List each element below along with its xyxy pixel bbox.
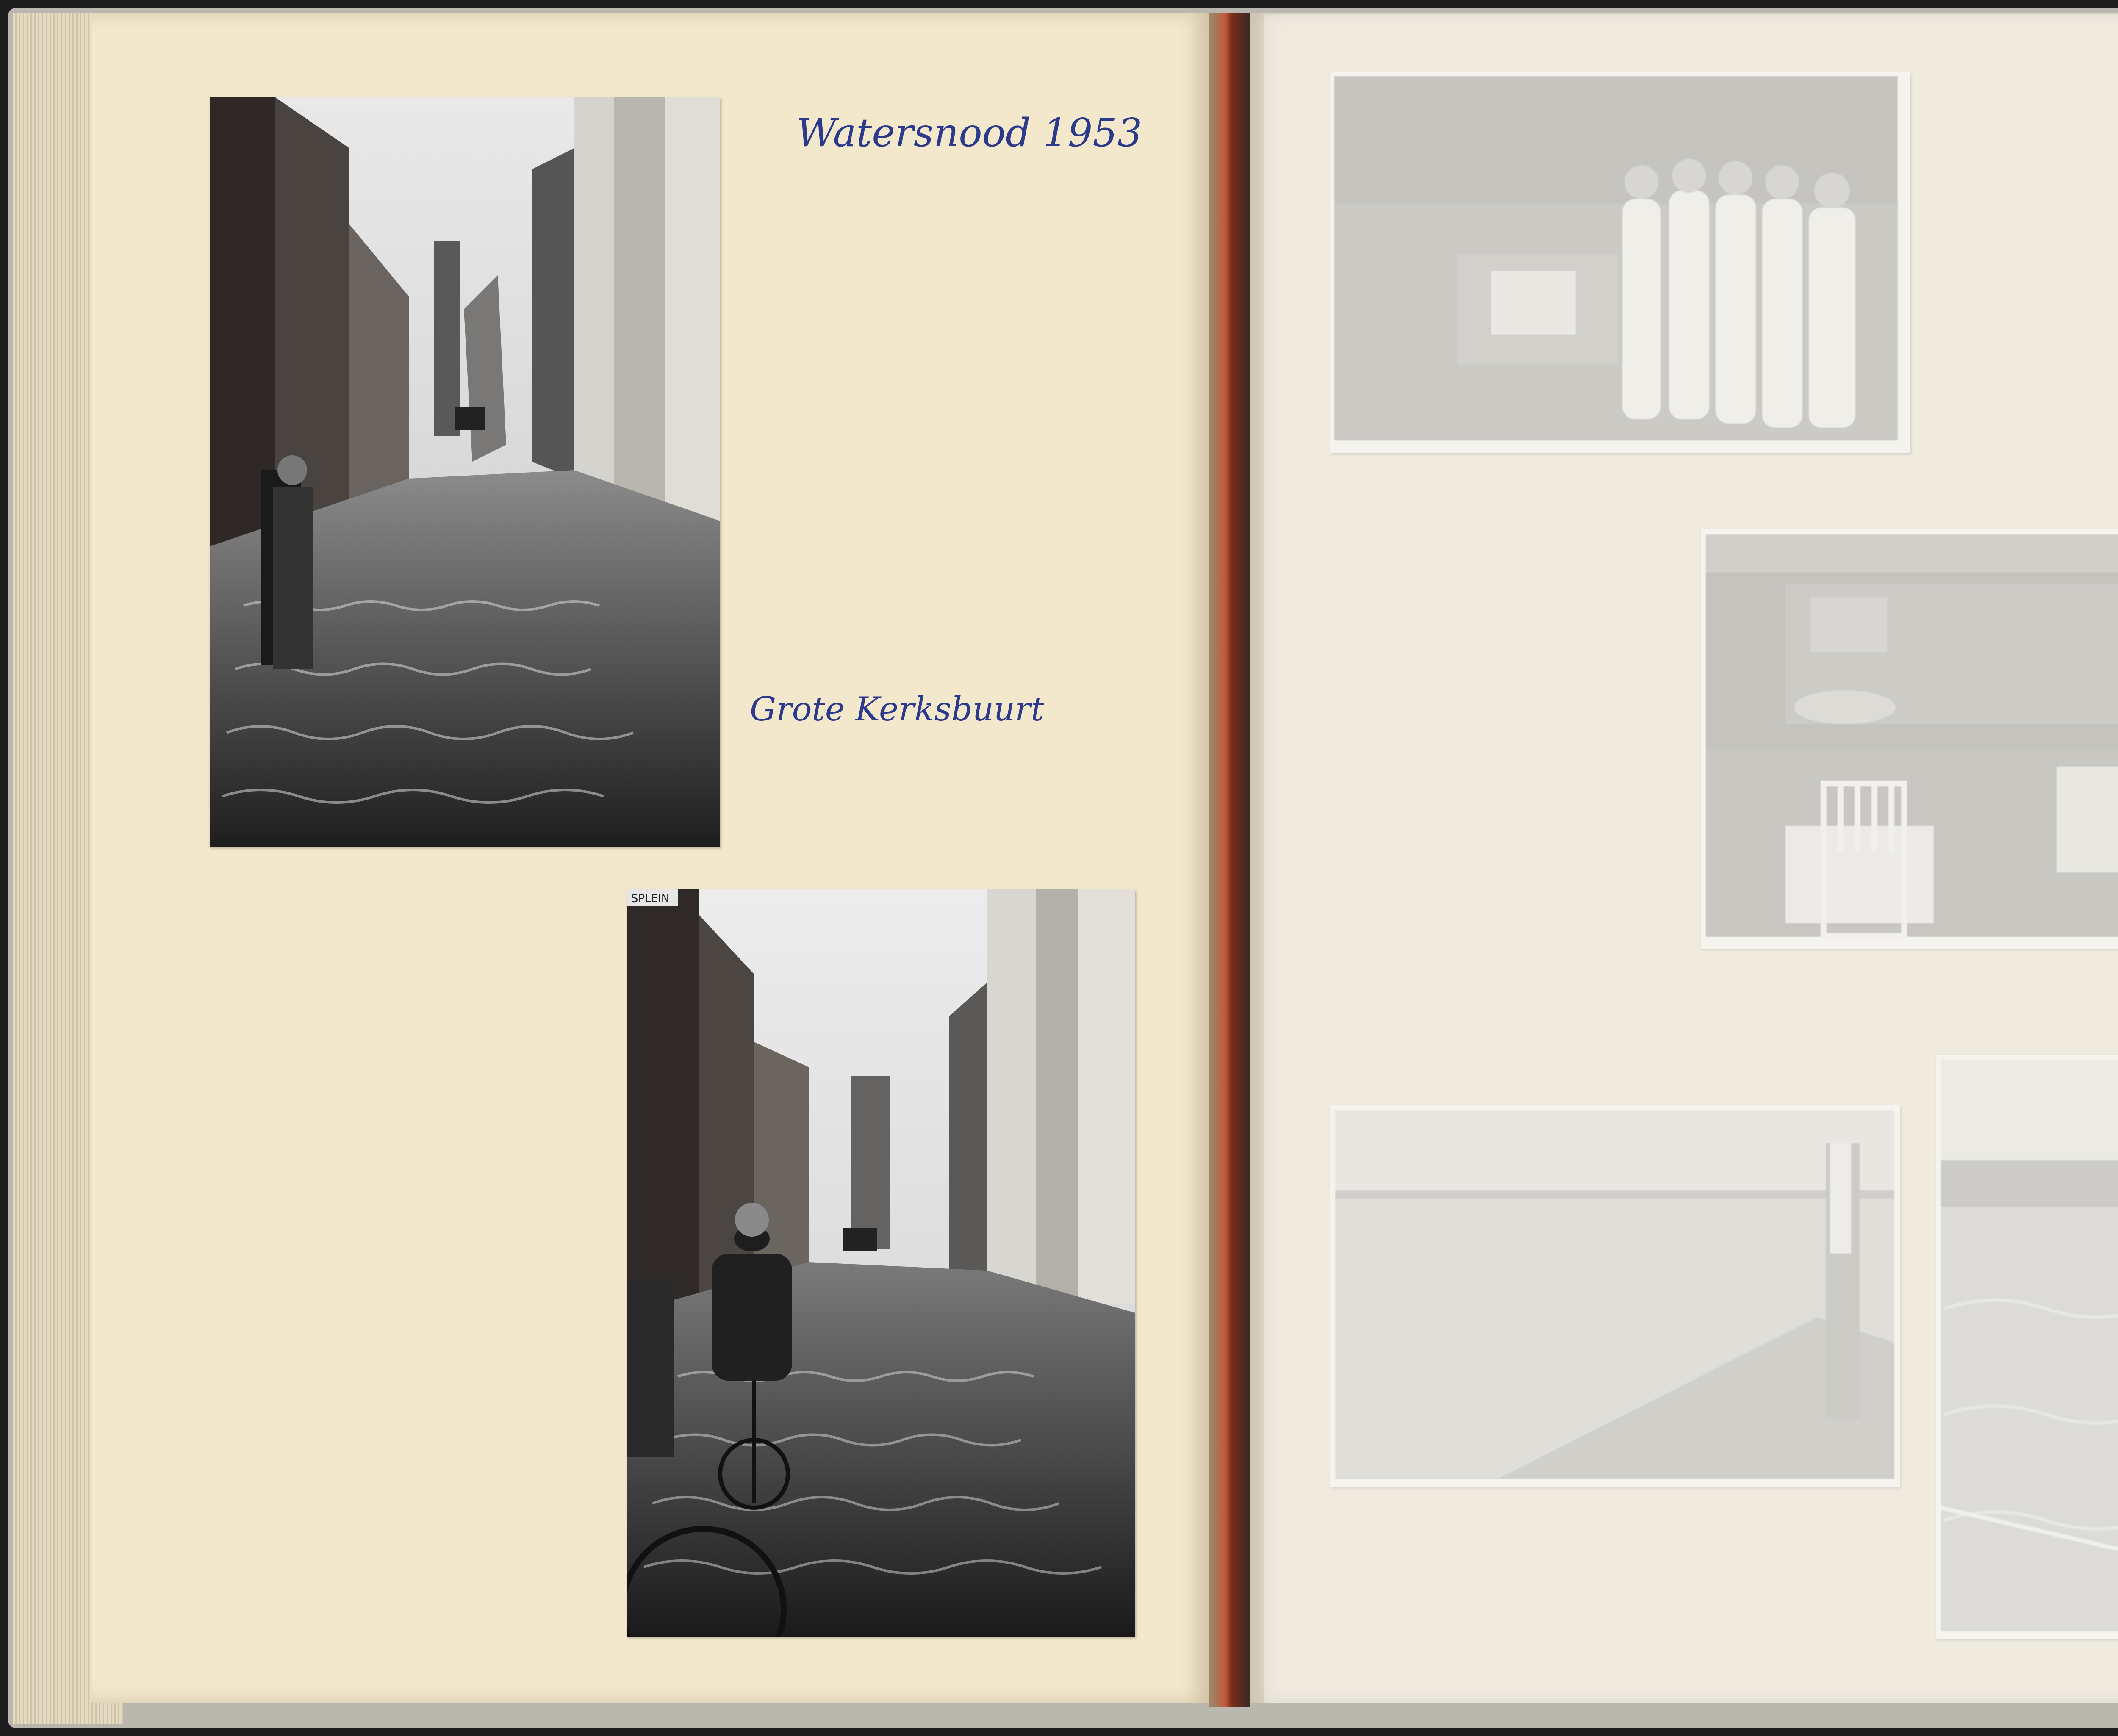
photo-flooded-street — [210, 97, 720, 847]
caption-street: Grote Kerksbuurt — [750, 690, 1044, 728]
caption-title: Watersnood 1953 — [796, 110, 1142, 155]
album-spine — [1209, 13, 1250, 1707]
street-sign-text: SPLEIN — [631, 892, 670, 905]
cyclist-flood-image — [627, 889, 1135, 1637]
photo-cyclist-flood — [627, 889, 1135, 1637]
tissue-overlay-sheet — [1264, 15, 2118, 1703]
flood-street-image — [210, 97, 720, 847]
